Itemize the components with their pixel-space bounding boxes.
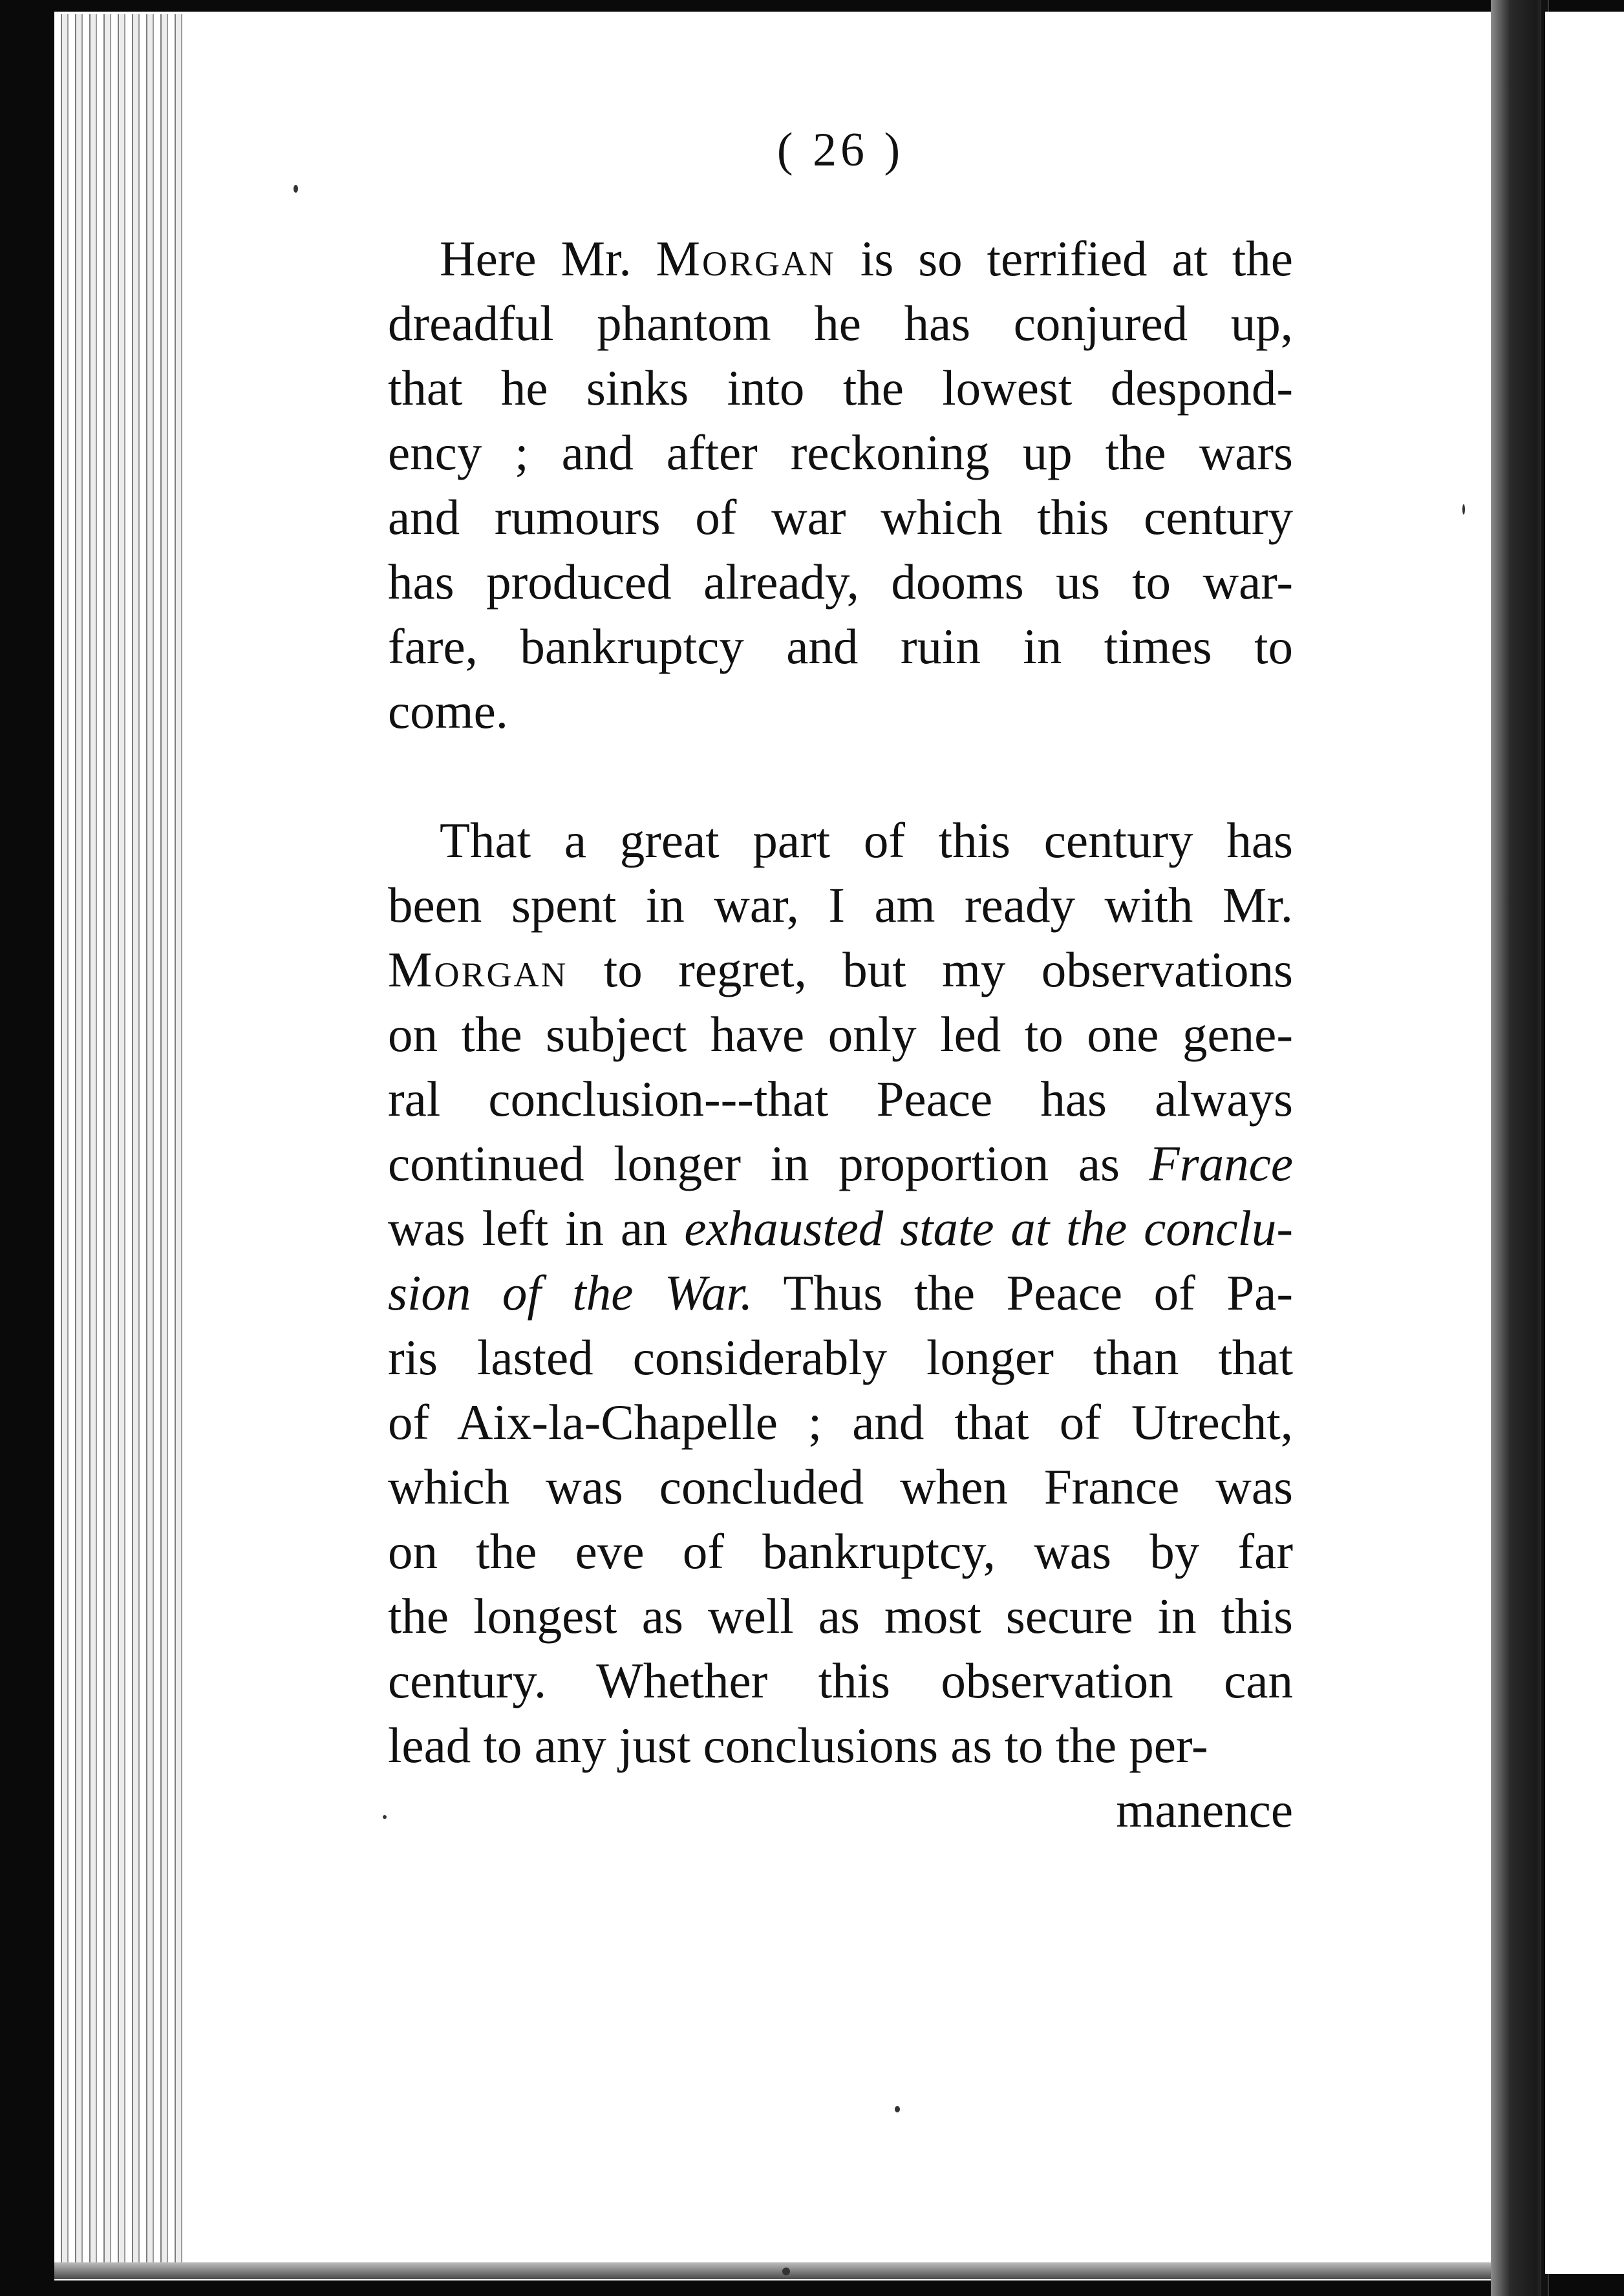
next-page [1545, 12, 1624, 2274]
scan-speck [895, 2106, 900, 2112]
scan-speck [383, 1815, 387, 1819]
text-line: come. [388, 683, 508, 739]
text-line: the longest as well as most secure in this [388, 1588, 1293, 1644]
text-line: on the eve of bankruptcy, was by far [388, 1524, 1293, 1579]
text-line: lead to any just conclusions as to the per- [388, 1717, 1208, 1773]
italic-text: exhausted state at the conclu- [684, 1200, 1293, 1256]
text-line: continued longer in proportion as France [388, 1136, 1293, 1191]
text-line: ris lasted considerably longer than that [388, 1330, 1293, 1385]
running-head: ( 26 ) [776, 123, 904, 176]
text-line: ral conclusion---that Peace has always [388, 1071, 1293, 1127]
book-gutter [1491, 0, 1549, 2296]
text-line: sion of the War. Thus the Peace of Pa- [388, 1265, 1293, 1321]
text-line: that he sinks into the lowest despond- [388, 360, 1293, 416]
text-line: and rumours of war which this century [388, 489, 1293, 545]
fore-edge [54, 14, 190, 2277]
text-line: fare, bankruptcy and ruin in times to [388, 619, 1293, 674]
text-line: been spent in war, I am ready with Mr. [388, 877, 1293, 933]
text-line: of Aix-la-Chapelle ; and that of Utrecht, [388, 1394, 1293, 1450]
text-line: has produced already, dooms us to war- [388, 554, 1293, 610]
text-line: which was concluded when France was [388, 1459, 1293, 1515]
text-line: ency ; and after reckoning up the wars [388, 425, 1293, 480]
italic-text: sion of the War. [388, 1265, 753, 1321]
scan-speck [782, 2268, 790, 2275]
text-line: was left in an exhausted state at the conclu- [388, 1200, 1293, 1256]
text-line: Morgan to regret, but my observations [388, 942, 1293, 997]
text-line: That a great part of this century has [440, 813, 1293, 868]
scan-speck [294, 185, 298, 193]
scan-speck [1462, 504, 1465, 515]
catchword: manence [1116, 1782, 1293, 1838]
text-line: on the subject have only led to one gene- [388, 1006, 1293, 1062]
text-line: dreadful phantom he has conjured up, [388, 295, 1293, 351]
text-line: century. Whether this observation can [388, 1653, 1293, 1708]
text-line: Here Mr. Morgan is so terrified at the [440, 231, 1293, 286]
small-caps-name: Morgan [388, 942, 568, 997]
italic-text: France [1149, 1136, 1293, 1191]
small-caps-name: Morgan [656, 231, 837, 286]
